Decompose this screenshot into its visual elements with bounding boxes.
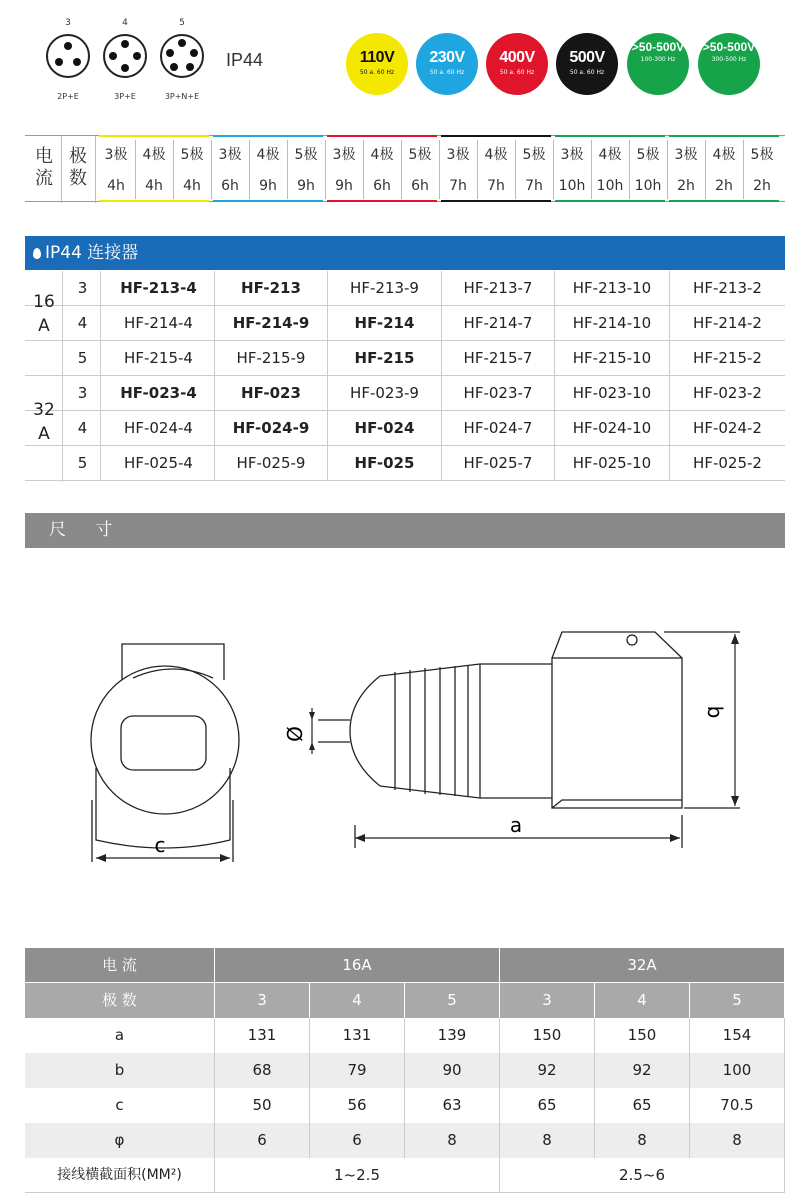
model-cell: HF-025-9 <box>215 446 328 481</box>
model-cell: HF-214-2 <box>693 314 762 332</box>
current-duration-table <box>25 135 785 202</box>
row-label: φ <box>25 1123 215 1158</box>
wire-label: 接线横截面积(MM²) <box>25 1158 215 1193</box>
pole-cell: 4 <box>65 411 101 446</box>
socket-2p-e-icon <box>46 34 90 78</box>
table-row <box>25 1088 785 1123</box>
value-cell: 50 <box>215 1088 310 1123</box>
voltage-badge-50-500v-high: >50-500V 300-500 Hz <box>698 33 760 95</box>
value-cell: 8 <box>405 1123 500 1158</box>
pole-count-cell: 5极 <box>522 147 546 163</box>
model-cell: HF-023-10 <box>555 376 670 411</box>
model-cell: HF-213-7 <box>442 271 555 306</box>
dim-label-a: a <box>509 813 523 837</box>
duration-cell: 2h <box>715 178 733 194</box>
connector-section-header <box>25 236 785 270</box>
value-cell: 150 <box>500 1018 595 1053</box>
duration-cell: 10h <box>596 178 624 194</box>
current-32a-label: 32 A <box>33 400 55 444</box>
duration-cell: 2h <box>677 178 695 194</box>
table-row <box>25 411 785 446</box>
value-cell: 92 <box>500 1053 595 1088</box>
pole-count-cell: 5极 <box>750 147 774 163</box>
connector-section-title: IP44 连接器 <box>45 243 139 263</box>
duration-cell: 10h <box>634 178 662 194</box>
pole-count-cell: 5极 <box>180 147 204 163</box>
model-cell: HF-023 <box>215 376 328 411</box>
model-cell: HF-025-10 <box>555 446 670 481</box>
voltage-badge-230v: 230V 50 a. 60 Hz <box>416 33 478 95</box>
table-header-row <box>25 983 785 1018</box>
value-cell: 150 <box>595 1018 690 1053</box>
row-label: b <box>25 1053 215 1088</box>
pin-label-3p-e: 3P+E <box>114 92 136 101</box>
pin-label-2p-e: 2P+E <box>57 92 79 101</box>
duration-cell: 9h <box>297 178 315 194</box>
duration-cell: 6h <box>373 178 391 194</box>
voltage-badge-400v: 400V 50 a. 60 Hz <box>486 33 548 95</box>
model-cell: HF-215-10 <box>555 341 670 376</box>
table-row <box>25 341 785 376</box>
model-cell: HF-213-10 <box>555 271 670 306</box>
duration-cell: 10h <box>558 178 586 194</box>
model-cell: HF-213-9 <box>328 271 442 306</box>
duration-cell: 9h <box>335 178 353 194</box>
model-cell: HF-214-10 <box>555 306 670 341</box>
voltage-badge-50-500v-low: >50-500V 100-300 Hz <box>627 33 689 95</box>
value-cell: 65 <box>500 1088 595 1123</box>
value-cell: 8 <box>500 1123 595 1158</box>
duration-cell: 9h <box>259 178 277 194</box>
model-cell: HF-025-7 <box>442 446 555 481</box>
value-cell: 56 <box>310 1088 405 1123</box>
pole-cell: 5 <box>65 446 101 481</box>
duration-cell: 6h <box>411 178 429 194</box>
model-cell: HF-024 <box>328 411 442 446</box>
value-cell: 154 <box>690 1018 785 1053</box>
current-16a-label: 16 A <box>33 292 55 336</box>
duration-cell: 4h <box>183 178 201 194</box>
duration-cell: 6h <box>221 178 239 194</box>
dimensions-header: 尺 寸 <box>25 513 785 548</box>
duration-cell: 4h <box>107 178 125 194</box>
row-label: c <box>25 1088 215 1123</box>
header-pole: 4 <box>595 983 690 1018</box>
pin-label-3p-n-e: 3P+N+E <box>164 92 200 101</box>
model-cell: HF-024-4 <box>103 411 215 446</box>
table-row <box>25 271 785 306</box>
value-cell: 68 <box>215 1053 310 1088</box>
pole-count-cell: 4极 <box>484 147 508 163</box>
value-cell: 100 <box>690 1053 785 1088</box>
duration-cell: 4h <box>145 178 163 194</box>
pole-count-cell: 3极 <box>218 147 242 163</box>
model-cell: HF-025-4 <box>103 446 215 481</box>
voltage-badge-500v: 500V 50 a. 60 Hz <box>556 33 618 95</box>
pole-count-cell: 4极 <box>256 147 280 163</box>
model-cell: HF-214-9 <box>215 306 328 341</box>
duration-cell: 7h <box>449 178 467 194</box>
duration-cell: 7h <box>487 178 505 194</box>
model-cell: HF-213-4 <box>103 271 215 306</box>
pole-count-cell: 3极 <box>446 147 470 163</box>
pole-cell: 3 <box>65 271 101 306</box>
model-cell: HF-215 <box>328 341 442 376</box>
model-cell: HF-214-7 <box>442 306 555 341</box>
value-cell: 65 <box>595 1088 690 1123</box>
pole-count-cell: 3极 <box>560 147 584 163</box>
pole-count-cell: 5极 <box>294 147 318 163</box>
pole-count-cell: 5极 <box>408 147 432 163</box>
value-cell: 92 <box>595 1053 690 1088</box>
header-current: 32A <box>500 948 785 983</box>
value-cell: 70.5 <box>690 1088 785 1123</box>
model-cell: HF-025 <box>328 446 442 481</box>
model-cell: HF-024-9 <box>215 411 328 446</box>
wire-section-row <box>25 1158 785 1193</box>
pole-count-cell: 3极 <box>332 147 356 163</box>
pole-count-cell: 3极 <box>104 147 128 163</box>
dim-label-phi: Ø <box>283 726 307 742</box>
model-cell: HF-215-9 <box>215 341 328 376</box>
model-cell: HF-024-2 <box>693 419 762 437</box>
water-drop-icon <box>33 248 41 259</box>
pole-count-cell: 5极 <box>636 147 660 163</box>
model-cell: HF-023-4 <box>103 376 215 411</box>
pole-cell: 5 <box>65 341 101 376</box>
pole-count-cell: 4极 <box>712 147 736 163</box>
header-label: 极 数 <box>25 983 215 1018</box>
model-cell: HF-023-7 <box>442 376 555 411</box>
value-cell: 8 <box>690 1123 785 1158</box>
model-cell: HF-025-2 <box>693 454 762 472</box>
value-cell: 139 <box>405 1018 500 1053</box>
value-cell: 131 <box>310 1018 405 1053</box>
header-pole: 5 <box>690 983 785 1018</box>
wire-value: 2.5~6 <box>500 1158 785 1193</box>
table-row <box>25 1123 785 1158</box>
value-cell: 131 <box>215 1018 310 1053</box>
wire-value: 1~2.5 <box>215 1158 500 1193</box>
label-poles: 极数 <box>69 146 87 189</box>
table-row <box>25 376 785 411</box>
model-cell: HF-023-2 <box>693 384 762 402</box>
model-cell: HF-213-2 <box>693 279 762 297</box>
value-cell: 8 <box>595 1123 690 1158</box>
dim-label-c: c <box>154 833 166 857</box>
model-cell: HF-215-4 <box>103 341 215 376</box>
pin-count-5: 5 <box>179 18 185 28</box>
duration-cell: 2h <box>753 178 771 194</box>
duration-cell: 7h <box>525 178 543 194</box>
pin-count-4: 4 <box>122 18 128 28</box>
header-label: 电 流 <box>25 948 215 983</box>
model-cell: HF-215-7 <box>442 341 555 376</box>
pole-count-cell: 4极 <box>142 147 166 163</box>
table-row <box>25 1018 785 1053</box>
voltage-badge-110v: 110V 50 a. 60 Hz <box>346 33 408 95</box>
model-cell: HF-024-10 <box>555 411 670 446</box>
model-cell: HF-024-7 <box>442 411 555 446</box>
header-pole: 3 <box>215 983 310 1018</box>
table-row <box>25 446 785 481</box>
pin-count-3: 3 <box>65 18 71 28</box>
header-pole: 3 <box>500 983 595 1018</box>
model-cell: HF-214-4 <box>103 306 215 341</box>
socket-3p-e-icon <box>103 34 147 78</box>
model-cell: HF-023-9 <box>328 376 442 411</box>
pole-count-cell: 3极 <box>674 147 698 163</box>
pole-cell: 4 <box>65 306 101 341</box>
value-cell: 6 <box>310 1123 405 1158</box>
ip-rating: IP44 <box>226 50 264 70</box>
dimension-drawing <box>0 600 800 900</box>
value-cell: 90 <box>405 1053 500 1088</box>
value-cell: 63 <box>405 1088 500 1123</box>
dim-label-b: b <box>703 705 727 719</box>
table-header-row <box>25 948 785 982</box>
pole-cell: 3 <box>65 376 101 411</box>
label-current: 电流 <box>35 146 53 189</box>
header-current: 16A <box>215 948 500 983</box>
pole-count-cell: 4极 <box>598 147 622 163</box>
row-label: a <box>25 1018 215 1053</box>
model-cell: HF-213 <box>215 271 328 306</box>
pole-count-cell: 4极 <box>370 147 394 163</box>
table-row <box>25 1053 785 1088</box>
model-cell: HF-214 <box>328 306 442 341</box>
model-cell: HF-215-2 <box>693 349 762 367</box>
value-cell: 6 <box>215 1123 310 1158</box>
value-cell: 79 <box>310 1053 405 1088</box>
socket-3p-n-e-icon <box>160 34 204 78</box>
table-row <box>25 306 785 341</box>
header-pole: 4 <box>310 983 405 1018</box>
header-pole: 5 <box>405 983 500 1018</box>
